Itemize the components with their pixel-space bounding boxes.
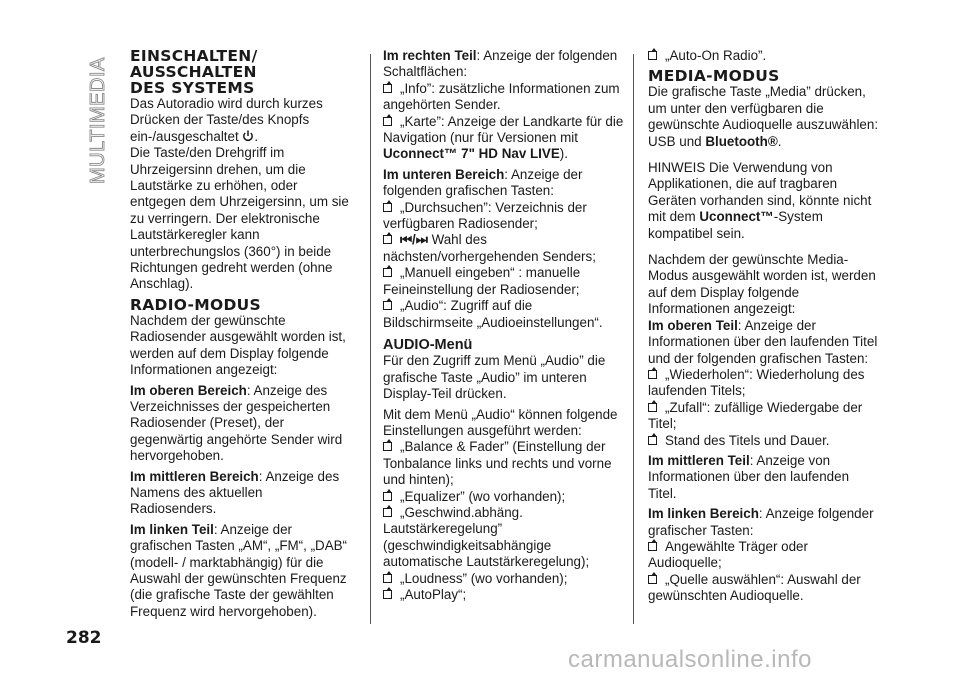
list-item-text: „Zufall“: zufällige Wiedergabe der Titel; <box>648 399 863 432</box>
bold-term: Im mittleren Bereich <box>130 468 259 484</box>
list-item <box>648 572 880 605</box>
heading-line: AUSSCHALTEN <box>130 63 257 81</box>
paragraph <box>383 48 625 81</box>
paragraph: Die Taste/den Drehgriff im Uhrzeigersinn drehen, um die Lautstärke zu erhöhen, oder entgegen dem Uhrzeigersinn, um sie zu verringern. Der elektronische Lautstärkeregler kann unterbrechungslos (360°) in beide Richtungen gedreht werden (ohne Anschlag). <box>130 145 349 292</box>
paragraph <box>130 522 352 620</box>
heading-line: DES SYSTEMS <box>130 79 255 97</box>
heading-radio-modus: RADIO-MODUS <box>130 295 261 314</box>
list-item-text: „Equalizer” (wo vorhanden); <box>400 488 566 504</box>
arrow-bullet-icon <box>383 574 392 583</box>
paragraph <box>648 84 880 150</box>
list-item-text: „Loudness” (wo vorhanden); <box>400 570 568 586</box>
arrow-bullet-icon <box>383 301 392 310</box>
list-item <box>648 433 880 449</box>
column-divider <box>370 54 371 624</box>
paragraph: Für den Zugriff zum Menü „Audio” die grafische Taste „Audio” im unteren Display-Teil drücken. <box>383 353 606 402</box>
paragraph-text: : Anzeige folgender grafischer Tasten: <box>648 506 874 538</box>
column-divider <box>633 54 634 624</box>
paragraph <box>648 453 880 502</box>
paragraph-text: : Anzeige von Informationen über den laufenden Titel. <box>648 452 850 501</box>
paragraph-text: : Anzeige des Namens des aktuellen Radiosenders. <box>130 468 340 517</box>
arrow-bullet-icon <box>383 590 392 599</box>
list-item-text: „Balance & Fader” (Einstellung der Tonbalance links und rechts und vorne und hinten); <box>383 439 612 488</box>
list-item-text: „Auto-On Radio”. <box>665 48 767 63</box>
list-item-text: Wahl des nächsten/vorhergehenden Senders; <box>383 232 596 264</box>
list-item-text: „Geschwind.abhäng. Lautstärkeregelung” (geschwindigkeitsabhängige automatische Lautstärkeregelung); <box>383 504 590 570</box>
bold-term: Im oberen Teil <box>648 317 738 333</box>
paragraph-text: HINWEIS Die Verwendung von Applikationen, die auf tragbaren Geräten vorhanden sind, könnte nicht mit dem <box>648 160 872 225</box>
list-item-text: „AutoPlay“; <box>400 587 467 602</box>
list-item-text: „Karte”: Anzeige der Landkarte für die Navigation (nur für Versionen mit <box>383 113 624 146</box>
paragraph-text: Die grafische Taste „Media” drücken, um unter den verfügbaren die gewünschte Audioquelle auszuwählen: USB und <box>648 84 879 149</box>
heading-einschalten <box>130 48 352 96</box>
list-item <box>383 489 625 505</box>
bold-term: Im oberen Bereich <box>130 382 247 398</box>
arrow-bullet-icon <box>383 268 392 277</box>
list-item-text: Stand des Titels und Dauer. <box>665 432 830 448</box>
list-item <box>648 48 880 64</box>
bold-term: Im linken Bereich <box>648 506 759 522</box>
paragraph: Nachdem der gewünschte Media-Modus ausgewählt worden ist, werden auf dem Display folgende Informationen angezeigt: <box>648 252 876 317</box>
list-item-text: „Audio“: Zugriff auf die Bildschirmseite „Audioeinstellungen“. <box>383 298 603 330</box>
watermark: carmanualsonline.info <box>568 646 812 673</box>
arrow-bullet-icon <box>648 542 657 551</box>
paragraph <box>383 167 625 200</box>
arrow-bullet-icon <box>648 403 657 412</box>
arrow-bullet-icon <box>383 442 392 451</box>
page-number: 282 <box>66 628 102 648</box>
paragraph-text: : Anzeige der folgenden Schaltflächen: <box>383 48 618 80</box>
arrow-bullet-icon <box>648 436 657 445</box>
list-item <box>648 400 880 433</box>
list-item <box>383 265 625 298</box>
bold-term: Uconnect™ <box>699 209 774 225</box>
column-2 <box>383 48 625 603</box>
punct: . <box>254 128 259 144</box>
arrow-bullet-icon <box>383 508 392 517</box>
arrow-bullet-icon <box>648 575 657 584</box>
paragraph: Mit dem Menü „Audio“ können folgende Einstellungen ausgeführt werden: <box>383 406 618 438</box>
bold-term: Im unteren Bereich <box>383 166 505 182</box>
list-item <box>383 81 625 114</box>
list-item <box>383 200 625 233</box>
bold-term: Bluetooth® <box>705 133 778 149</box>
heading-media-modus: MEDIA-MODUS <box>648 67 780 86</box>
bold-term: Im rechten Teil <box>383 48 477 63</box>
bold-term: Im linken Teil <box>130 521 214 537</box>
list-item <box>383 505 625 571</box>
arrow-bullet-icon <box>383 117 392 126</box>
column-1 <box>130 48 352 620</box>
arrow-bullet-icon <box>383 203 392 212</box>
list-item-text: „Manuell eingeben“ : manuelle Feineinstellung der Radiosender; <box>383 265 581 297</box>
heading-line: EINSCHALTEN/ <box>130 47 258 65</box>
paragraph <box>130 96 352 145</box>
arrow-bullet-icon <box>383 492 392 501</box>
bold-term: Uconnect™ 7" HD Nav LIVE <box>383 146 560 162</box>
list-item <box>383 587 625 603</box>
power-icon <box>242 130 254 142</box>
list-item-text: „Info”: zusätzliche Informationen zum angehörten Sender. <box>383 80 620 113</box>
paragraph <box>648 318 880 367</box>
paragraph-text: : Anzeige der folgenden grafischen Tasten: <box>383 166 583 199</box>
punct: ). <box>559 146 568 162</box>
arrow-bullet-icon <box>383 235 392 244</box>
paragraph-text: : Anzeige des Verzeichnisses der gespeicherten Radiosender (Preset), der gegenwärtig angehörte Sender wird hervorgehoben. <box>130 382 343 464</box>
paragraph <box>130 383 352 465</box>
paragraph <box>130 469 352 518</box>
section-label-text: MULTIMEDIA <box>87 57 109 184</box>
paragraph <box>648 506 880 539</box>
list-item-text: Angewählte Träger oder Audioquelle; <box>648 538 808 571</box>
arrow-bullet-icon <box>648 51 657 60</box>
list-item <box>383 114 625 163</box>
list-item-text: „Wiederholen“: Wiederholung des laufenden Titels; <box>648 366 865 399</box>
list-item-text: „Quelle auswählen“: Auswahl der gewünschten Audioquelle. <box>648 571 861 604</box>
paragraph-text: Das Autoradio wird durch kurzes Drücken der Taste/des Knopfs ein-/ausgeschaltet <box>130 96 323 144</box>
paragraph: Nachdem der gewünschte Radiosender ausgewählt worden ist, werden auf dem Display folgende Informationen angezeigt: <box>130 312 346 378</box>
list-item <box>383 232 625 265</box>
paragraph-text: -System kompatibel sein. <box>648 209 823 241</box>
skip-icons: ⏮/⏭ <box>400 232 428 248</box>
arrow-bullet-icon <box>383 84 392 93</box>
paragraph-text: : Anzeige der Informationen über den laufenden Titel und der folgenden grafischen Tasten: <box>648 317 878 366</box>
section-label <box>84 54 110 184</box>
heading-audio-menu: AUDIO-Menü <box>383 336 473 353</box>
list-item <box>383 298 625 331</box>
list-item <box>648 539 880 572</box>
list-item-text: „Durchsuchen”: Verzeichnis der verfügbaren Radiosender; <box>383 199 587 232</box>
column-3 <box>648 48 880 605</box>
paragraph <box>648 160 880 242</box>
arrow-bullet-icon <box>648 370 657 379</box>
paragraph-text: : Anzeige der grafischen Tasten „AM“, „FM“, „DAB“ (modell- / marktabhängig) für die Auswahl der gewünschten Frequenz (die grafische Taste der gewählten Frequenz wird hervorgehoben). <box>130 521 348 619</box>
punct: . <box>777 133 782 149</box>
list-item <box>383 439 625 488</box>
bold-term: Im mittleren Teil <box>648 452 750 468</box>
list-item <box>383 571 625 587</box>
list-item <box>648 367 880 400</box>
